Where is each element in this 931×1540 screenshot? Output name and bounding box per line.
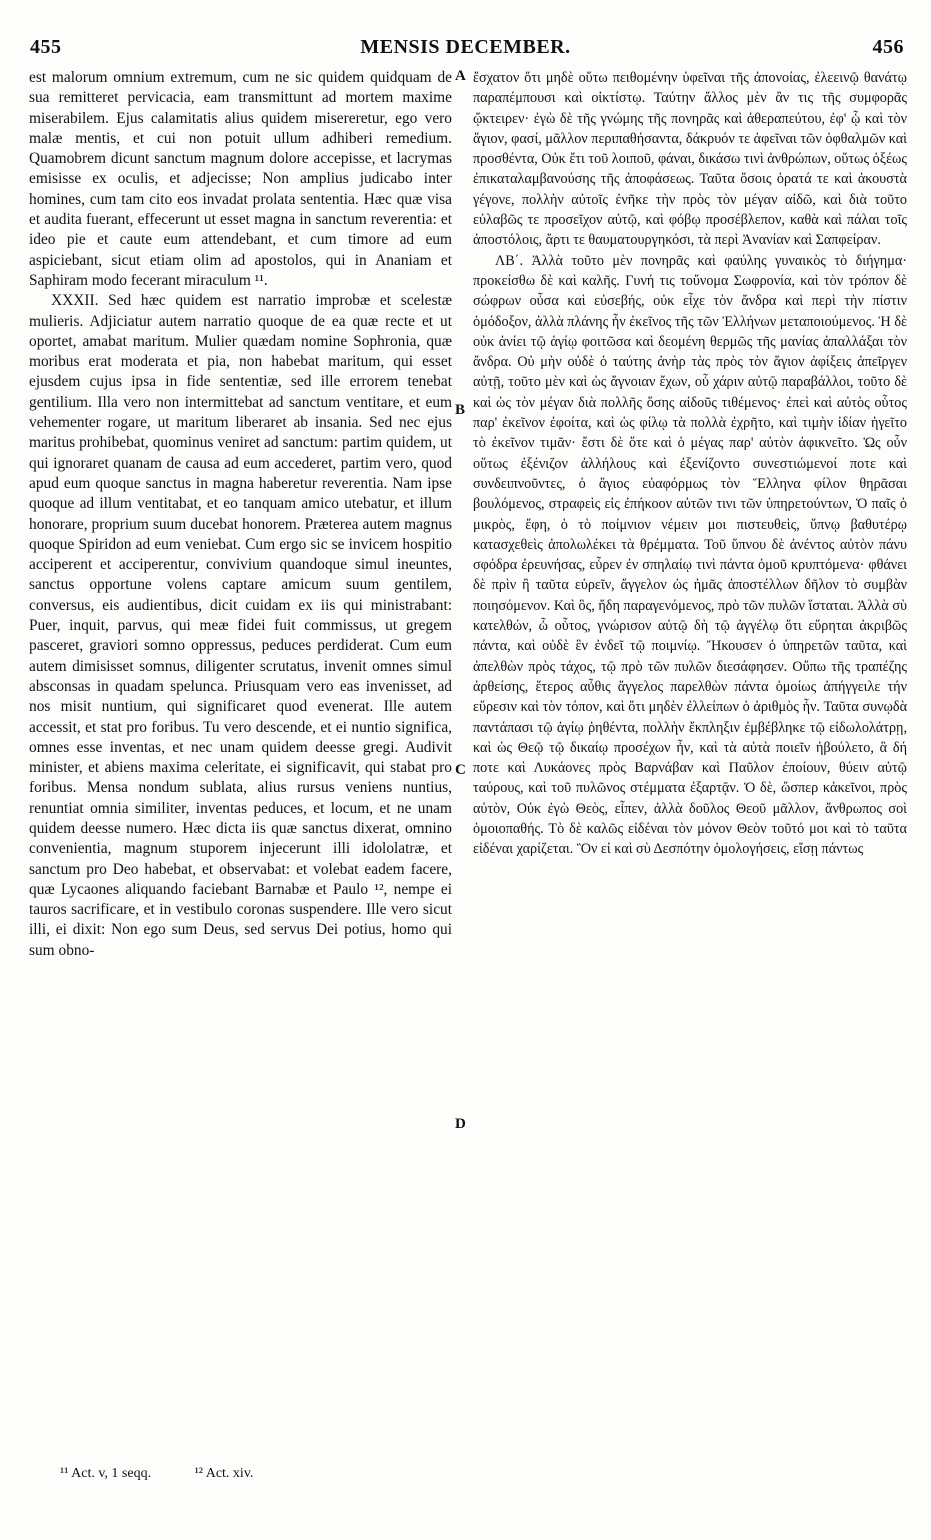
- section-marker-b: B: [455, 402, 466, 418]
- footnote-11: ¹¹ Act. v, 1 seqq.: [60, 1466, 152, 1481]
- greek-paragraph-2: ΛΒ΄. Ἀλλὰ τοῦτο μὲν πονηρᾶς καὶ φαύλης γυναικὸς τὸ διήγημα· προκείσθω δὲ καὶ καλῆς. Γυνή τις τοὔνομα Σωφρονία, καὶ τὸν τρόπον δὲ σώφρων οὖσα καὶ εὐσεβής, οὐκ εἶχε τὸν ἄνδρα καὶ περὶ τὴν πίστιν ὁμόδοξον, ἀλλὰ πλάνης ἦν ἐκεῖνος τῆς τῶν Ἑλλήνων μεταποιούμενος. Ἡ δὲ οὐκ ἀνίει τῷ ἁγίῳ φοιτῶσα καὶ δεομένη θερμῶς τῆς μανίας ἀπαλλάξαι τὸν ἄνδρα. Οὐ μὴν οὐδὲ ὁ ταύτης ἀνὴρ τὰς πρὸς τὸν ἅγιον ἀφίξεις ἀπεῖργεν αὐτῇ, τοῦτο μὲν καὶ ὡς ἄγνοιαν ἔχων, οὗ χάριν αὐτῷ παραβάλλοι, τοῦτο δὲ καὶ ὡς τὸν μέγαν διὰ πολλῆς ὅσης αἰδοῦς τιθέμενος· ἐπεὶ καὶ αὐτὸς οὗτος παρ' ἐκεῖνον ἐφοίτα, καὶ ὡς φίλῳ τὰ πολλὰ ἐχρῆτο, καὶ τιμὴν ἰδίαν ἡγεῖτο τὸ ἐκεῖνον τιμᾶν· ἔστι δὲ ὅτε καὶ ὁ μέγας παρ' αὐτὸν ἀφικνεῖτο. Ὡς οὖν οὕτως ἐξένιζον ἀλλήλους καὶ ἐξενίζοντο συνεστιώμενοί ποτε καὶ συνδειπνοῦντες, ὁ ἅγιος εὐαφόρμως τὸν Ἕλληνα φίλον θηρᾶσαι βουλόμενος, στραφεὶς εἰς ἐπήκοον αὐτῶν τινι τῶν ὑπηρετούντων, Ὁ παῖς ὁ μικρὸς, ἔφη, ὁ τὸ ποίμνιον νέμειν μοι πιστευθεὶς, ὕπνῳ βαθυτέρῳ κατασχεθεὶς ἀπολωλέκει τὰ θρέμματα. Τοῦ ὕπνου δὲ ἀνέντος αὐτὸν πάνυ σφόδρα ἐρευνήσας, εὗρεν ἐν σπηλαίῳ τινὶ πάντα ὁμοῦ κρυπτόμενα· φθάνει δὲ πρὶν ἢ ταῦτα εὑρεῖν, ἄγγελον ὡς ἡμᾶς ἀποστέλλων δῆλον τὸ συμβὰν ποιησόμενον. Καὶ ὃς, ἤδη παραγενόμενος, πρὸ τῶν πυλῶν ἵσταται. Ἀλλὰ σὺ κατελθών, ὦ οὗτος, γνώρισον αὐτῷ δὴ τῷ ἀγγέλῳ ὅτι εὕρηται ἀκριβῶς πάντα, καὶ οὐδὲ ἓν ἐνδεῖ τῷ ποιμνίῳ. Ἤκουσεν ὁ ὑπηρετῶν ταῦτα, καὶ ἀπελθὼν πρὸς τάχος, τῷ πρὸ τῶν πυλῶν διεσάφησεν. Οὔπω τῆς τραπέζης ἀρθείσης, ἕτερος αὖθις ἄγγελος παρελθὼν πάντα ὁμοίως ἀπήγγειλε τήν εὕρεσιν καὶ τὸν τόπον, καὶ ὅτι μηδὲν ἐλλείπων ὁ ἀριθμὸς ἦν. Ταῦτα συνῳδὰ παντάπασι τῷ ἁγίῳ ῥηθέντα, πολλὴν ἔκπληξιν ἐμβέβληκε τῷ εἰδωλολάτρῃ, καὶ ὡς Θεῷ τῷ δικαίῳ προσέχων ἦν, καὶ τὰ αὐτὰ ποιεῖν ἠβούλετο, ἃ δή ποτε καὶ Λυκάονες πρὸς Βαρνάβαν καὶ Παῦλον ἐποίουν, θύειν αὐτῷ ταύρους, καὶ τοῦ πυλῶνος στέμματα ἐξαρτᾷν. Ὁ δὲ, ὥσπερ κἀκεῖνοι, πρὸς αὐτὸν, Οὐκ ἐγὼ Θεὸς, εἶπεν, ἀλλὰ δοῦλος Θεοῦ μᾶλλον, ἄνθρωπος σοὶ ὁμοιοπαθής. Τὸ δὲ καλῶς εἰδέναι τὸν μόνον Θεὸν τοῦτό μοι καὶ τὸ ταῦτα εἰδέναι χαρίζεται. Ὃν εἰ καὶ σὺ Δεσπότην ὁμολογήσεις, εἴσῃ πάντως: [473, 252, 907, 858]
- section-marker-d: D: [455, 1116, 466, 1132]
- page-number-left: 455: [30, 36, 62, 58]
- section-marker-a: A: [455, 68, 466, 84]
- running-title: MENSIS DECEMBER.: [360, 36, 571, 58]
- latin-paragraph-2: XXXII. Sed hæc quidem est narratio improbæ et scelestæ mulieris. Adjiciatur autem narratio quoque de ea quæ recte et ut oportet, amabat maritum. Mulier quædam nomine Sophronia, quæ moribus erat moderata et pia, non habebat maritum, qui esset ejusdem cujus ipsa in fide sententiæ, sed ille errorem tenebat gentilium. Illa vero non intermittebat ad sanctum ventitare, et eum vehementer rogare, ut maritum liberaret ab insania. Sed nec ejus maritus prohibebat, quominus veniret ad sanctum: partim quidem, ut qui ignoraret quanam de causa ad eum accederet, partim vero, quod apud eum quoque sanctus in magna haberetur reverentia. Nam ipse quoque ad illum ventitabat, et eo tanquam amico utebatur, et illum honorare, proprium suum ducebat honorem. Præterea autem magnus quoque Spiridon ad eum veniebat. Cum ergo sic se invicem hospitio acciperent et acciperentur, convivium quandoque simul ineuntes, sanctus opportune volens captare amicum suum gentilem, conversus, eis audientibus, dicit cuidam ex iis qui ministrabant: Puer, inquit, parvus, qui meæ fidei fuit commissus, ut gregem pasceret, graviori somno oppressus, peduces perdiderat. Cum eum autem dimisisset somnus, diligenter scrutatus, invenit omnes simul absconsas in quadam spelunca. Priusquam vero eas invenisset, ad nos misit nuntium, qui significaret quod evenerat. Ille autem accessit, et stat pro foribus. Tu vero descende, et ei nuntio significa, omnes esse inventas, et nec unam quidem deesse gregi. Audivit minister, et abiens maxima celeritate, ei significavit, qui stabat pro foribus. Mensa nondum sublata, alius rursus veniens nuntius, renuntiat omnia similiter, inventas peduces, et locum, et ne unam quidem deesse numero. Hæc dicta iis quæ sanctus dixerat, omnino convenientia, magnum stuporem injecerunt illi idololatræ, et sanctum pro Deo habebat, et observabat: et volebat eadem facere, quæ Lycaones aliquando faciebant Barnabæ et Paulo ¹², nempe ei tauros sacrificare, et in vestibulo coronas suspendere. Ille vero sicut illi, ei dixit: Non ego sum Deus, sed servus Dei potius, homo qui sum obno-: [29, 292, 452, 959]
- section-marker-c: C: [455, 762, 466, 778]
- page-number-right: 456: [872, 36, 904, 58]
- running-header: [0, 36, 931, 62]
- greek-paragraph-1: ἔσχατον ὅτι μηδὲ οὕτω πειθομένην ὑφεῖναι τῆς ἀπονοίας, ἐλεεινῷ θανάτῳ παραπέμπουσι καὶ οἰκτίστῳ. Ταύτην ἄλλος μὲν ἂν τις τῆς συμφορᾶς ᾤκτειρεν· ἐγὼ δὲ τῆς γνώμης τῆς πονηρᾶς καὶ ἀθεραπεύτου, ἐφ' ᾧ καὶ τὸν ἅγιον, φασί, μᾶλλον περιπαθήσαντα, δάκρυόν τε ἀφεῖναι τῶν ὀφθαλμῶν καὶ προσθέντα, Οὐκ ἔτι τοῦ λοιποῦ, φάναι, δικάσω τινὶ ἀνθρώπων, οὕτως ὀξέως ἐπικαταλαμβανούσης τῆς ἀποφάσεως. Ταῦτα ὅσοις ὁρατά τε καὶ ἀκουστὰ γέγονε, πολλὴν αὐτοῖς ἐνῆκε τὴν πρὸς τὸν μέγαν αἰδῶ, καὶ διὰ τοῦτο εὐλαβῶς τε προσεῖχον αὐτῷ, καὶ φόβῳ προσέβλεπον, καθὰ καὶ πάλαι τοῖς ἀποστόλοις, ἄρτι τε θαυματουργηκόσι, τὰ περὶ Ἀνανίαν καὶ Σαπφείραν.: [473, 70, 907, 249]
- footnote-12: ¹² Act. xiv.: [194, 1466, 254, 1481]
- greek-column: [473, 68, 907, 860]
- footnotes: [60, 1466, 293, 1482]
- latin-column: [29, 68, 452, 961]
- latin-paragraph-1: est malorum omnium extremum, cum ne sic quidem quidquam de sua remitteret pervicacia, eam transmittunt ad mortem maxime miserabilem. Ejus calamitatis alius quidem misereretur, ego vero malæ mentis, et cui non potuit ullum adhiberi remedium. Quamobrem dicunt sanctum magnum dolore accepisse, et lacrymas emisisse ex oculis, et adjecisse; Non amplius judicabo inter homines, cum tam cito eos invadat prolata sententia. Hæc quæ visa et audita fuerant, effecerunt ut esset magna in sanctum reverentia: et ideo pie et caute eum attendebant, et cum timore ad eum aspiciebant, sicut etiam olim ad apostolos, qui in Ananiam et Saphiram modo fecerant miraculum ¹¹.: [29, 69, 452, 289]
